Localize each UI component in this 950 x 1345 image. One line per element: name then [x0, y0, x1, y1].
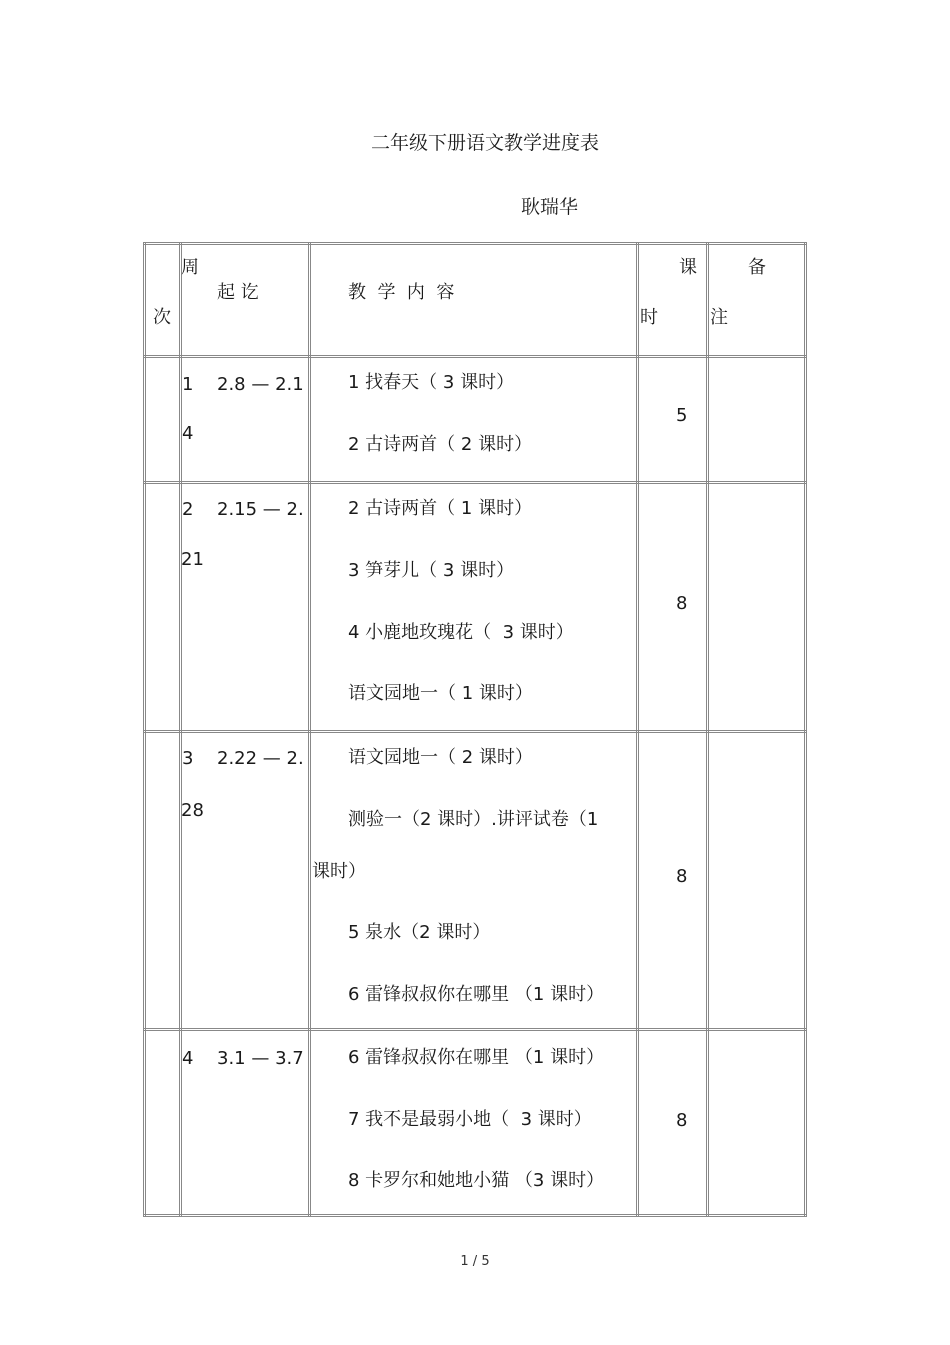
lesson-item-cont: 课时）	[312, 861, 366, 882]
header-hours-suffix: 时	[640, 307, 658, 328]
date-range: 2.15 — 2.	[217, 499, 304, 520]
class-hours: 8	[676, 593, 688, 614]
week-number: 3	[182, 748, 194, 769]
lesson-item: 6 雷锋叔叔你在哪里 （1 课时）	[348, 1047, 605, 1068]
header-week: 周	[181, 257, 199, 278]
row-divider	[143, 481, 807, 484]
date-range: 2.22 — 2.	[217, 748, 304, 769]
lesson-item: 1 找春天（ 3 课时）	[348, 372, 515, 393]
lesson-item: 7 我不是最弱小地（ 3 课时）	[348, 1109, 592, 1130]
header-content: 教 学 内 容	[348, 282, 455, 303]
header-dates: 起 讫	[217, 282, 259, 303]
author-name: 耿瑞华	[521, 196, 579, 218]
table-border-bottom	[143, 1214, 807, 1217]
lesson-item: 4 小鹿地玫瑰花（ 3 课时）	[348, 622, 574, 643]
lesson-item: 语文园地一（ 1 课时）	[348, 683, 533, 704]
header-remarks: 备	[748, 257, 766, 278]
table-border-top	[143, 242, 807, 245]
lesson-item: 8 卡罗尔和她地小猫 （3 课时）	[348, 1170, 605, 1191]
lesson-item: 2 古诗两首（ 2 课时）	[348, 434, 533, 455]
lesson-item: 2 古诗两首（ 1 课时）	[348, 498, 533, 519]
lesson-item: 语文园地一（ 2 课时）	[348, 747, 533, 768]
date-range-cont: 4	[182, 423, 194, 444]
schedule-table	[143, 242, 807, 1217]
week-number: 1	[182, 374, 194, 395]
lesson-item: 测验一（2 课时）.讲评试卷（1	[348, 809, 599, 830]
date-range-cont: 28	[181, 800, 204, 821]
row-divider	[143, 730, 807, 733]
header-remarks-suffix: 注	[710, 307, 728, 328]
header-week-suffix: 次	[153, 307, 171, 328]
row-divider	[143, 1028, 807, 1031]
date-range: 2.8 — 2.1	[217, 374, 304, 395]
page-title: 二年级下册语文教学进度表	[370, 132, 599, 154]
class-hours: 8	[676, 1110, 688, 1131]
week-number: 2	[182, 499, 194, 520]
lesson-item: 5 泉水（2 课时）	[348, 922, 491, 943]
row-divider	[143, 355, 807, 358]
week-number: 4	[182, 1048, 194, 1069]
date-range-cont: 21	[181, 549, 204, 570]
date-range: 3.1 — 3.7	[217, 1048, 304, 1069]
class-hours: 5	[676, 405, 688, 426]
lesson-item: 6 雷锋叔叔你在哪里 （1 课时）	[348, 984, 605, 1005]
class-hours: 8	[676, 866, 688, 887]
page-indicator: 1 / 5	[460, 1254, 490, 1269]
header-hours: 课	[679, 257, 697, 278]
lesson-item: 3 笋芽儿（ 3 课时）	[348, 560, 515, 581]
